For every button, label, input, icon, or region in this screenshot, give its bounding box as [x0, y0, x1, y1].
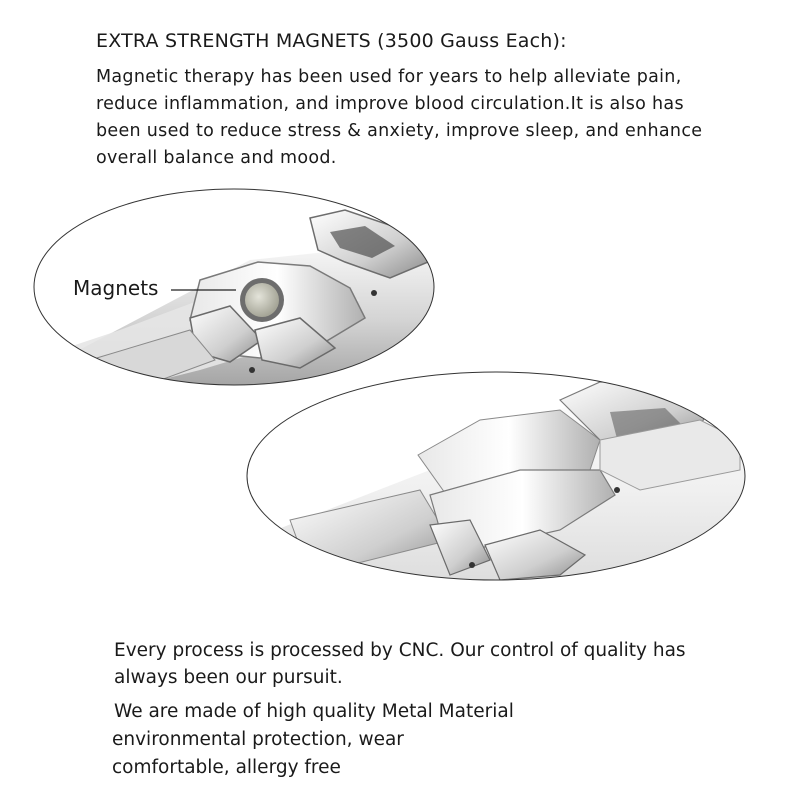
material-line: We are made of high quality Metal Material	[114, 701, 514, 722]
intro-line: overall balance and mood.	[96, 148, 337, 168]
material-text	[112, 698, 612, 782]
cnc-text	[114, 637, 754, 691]
magnets-callout-label: Magnets	[73, 276, 159, 300]
material-line: environmental protection, wear	[112, 729, 404, 750]
cnc-line: always been our pursuit.	[114, 667, 343, 688]
magnet-icon	[240, 278, 284, 322]
heading: EXTRA STRENGTH MAGNETS (3500 Gauss Each):	[96, 30, 567, 52]
intro-line: Magnetic therapy has been used for years to help alleviate pain,	[96, 67, 682, 87]
cnc-line: Every process is processed by CNC. Our control of quality has	[114, 640, 686, 661]
material-line: comfortable, allergy free	[112, 757, 341, 778]
intro-line: reduce inflammation, and improve blood circulation.It is also has	[96, 94, 684, 114]
intro-line: been used to reduce stress & anxiety, improve sleep, and enhance	[96, 121, 703, 141]
bottom-oval-photo	[247, 372, 745, 590]
